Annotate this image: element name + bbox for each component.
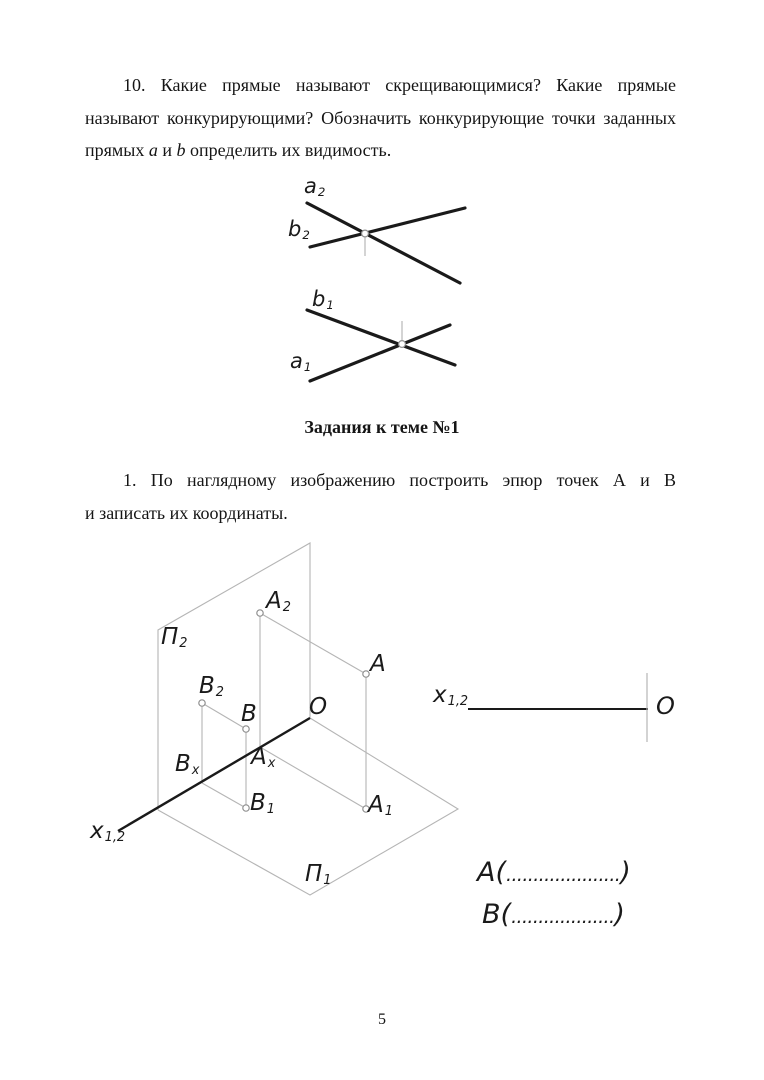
point-A2-marker — [257, 610, 263, 616]
line-B2-B — [202, 703, 246, 729]
label-base: B — [250, 790, 266, 816]
blank-suffix: ) — [614, 899, 625, 930]
label-sub: 1 — [326, 297, 334, 312]
fig2-label-O — [309, 696, 328, 719]
label-base: x — [433, 682, 447, 708]
competing-point-markers — [362, 230, 406, 347]
label-base: A — [266, 588, 282, 614]
fig2-label-pi1 — [305, 861, 332, 889]
blank-dots: ..................... — [506, 864, 621, 886]
fig1-label-b2 — [288, 219, 310, 240]
fig-crossing-lines-horizontal — [307, 310, 455, 381]
fig2-label-Ax — [251, 744, 276, 772]
label-sub: 1 — [266, 802, 275, 818]
blank-prefix: A( — [477, 857, 507, 888]
fig2-label-x12 — [90, 818, 126, 846]
fig2-label-pi2 — [161, 624, 188, 652]
text-run: прямых — [85, 140, 149, 160]
label-base: A — [368, 792, 384, 818]
label-sub: 2 — [317, 184, 326, 199]
line-Ax-A1 — [260, 747, 366, 809]
label-base: П — [161, 624, 179, 650]
label-base: b — [288, 217, 302, 241]
answer-blank-B — [482, 899, 625, 930]
fig1-label-a1 — [290, 351, 311, 372]
competing-point-horizontal-marker — [399, 341, 406, 348]
question-10-paragraph — [85, 69, 676, 167]
label-base: a — [290, 349, 303, 373]
label-base: A — [251, 744, 267, 770]
fig2-label-A2 — [266, 588, 291, 616]
x-axis — [118, 718, 310, 831]
text-line — [85, 134, 676, 167]
fig-crossing-lines-frontal — [307, 203, 465, 283]
line-a1 — [310, 325, 450, 381]
label-sub: 1,2 — [447, 694, 469, 710]
label-sub: x — [267, 756, 276, 772]
point-markers — [199, 610, 369, 812]
label-base: П — [305, 861, 323, 887]
projection-construction-lines — [202, 613, 366, 809]
text-line: 1. По наглядному изображению построить эпюр точек А и В — [123, 470, 676, 490]
line-A2-A — [260, 613, 366, 674]
epure-label-O — [656, 694, 676, 718]
line-Bx-B1 — [202, 783, 246, 808]
fig2-label-B — [241, 703, 258, 726]
section-heading: Задания к теме №1 — [304, 417, 460, 437]
text-line: и записать их координаты. — [85, 502, 288, 523]
text-run: определить их видимость. — [185, 140, 392, 160]
blank-dots: ................... — [511, 906, 615, 928]
line-b1 — [307, 310, 455, 365]
label-sub: 1,2 — [104, 830, 126, 846]
label-base: B — [241, 701, 257, 727]
label-base: O — [309, 694, 328, 720]
label-sub: 1 — [303, 359, 312, 374]
point-B2-marker — [199, 700, 205, 706]
answer-blank-A — [477, 857, 631, 888]
fig2-label-A — [370, 653, 387, 676]
label-sub: 2 — [215, 685, 224, 701]
label-base: O — [656, 692, 675, 720]
var-b: b — [176, 140, 186, 160]
label-base: B — [175, 751, 191, 777]
label-base: a — [304, 174, 317, 198]
blank-suffix: ) — [620, 857, 631, 888]
var-a: a — [148, 140, 158, 160]
label-sub: 1 — [323, 873, 332, 889]
fig1-label-b1 — [312, 289, 334, 310]
point-B1-marker — [243, 805, 249, 811]
label-sub: x — [191, 763, 200, 779]
fig2-label-A1 — [368, 792, 393, 820]
epure-label-x12 — [433, 682, 469, 710]
label-base: b — [312, 287, 326, 311]
text-line: 10. Какие прямые называют скрещивающимися? Какие прямые — [123, 75, 676, 95]
competing-point-frontal-marker — [362, 230, 369, 237]
page-number: 5 — [378, 1011, 386, 1028]
label-base: A — [370, 651, 386, 677]
label-base: x — [90, 818, 104, 844]
label-base: B — [199, 673, 215, 699]
fig2-label-Bx — [175, 751, 200, 779]
task-1-paragraph — [85, 464, 676, 529]
point-A-marker — [363, 671, 369, 677]
text-run: и — [157, 140, 177, 160]
label-sub: 2 — [282, 600, 291, 616]
fig1-label-a2 — [304, 176, 325, 197]
label-sub: 1 — [384, 804, 393, 820]
text-line: называют конкурирующими? Обозначить конкурирующие точки заданных — [85, 107, 676, 128]
fig2-label-B2 — [199, 673, 224, 701]
label-sub: 2 — [179, 636, 188, 652]
line-b2 — [310, 208, 465, 247]
fig2-label-B1 — [250, 790, 275, 818]
blank-prefix: B( — [482, 899, 512, 930]
label-sub: 2 — [302, 227, 310, 242]
